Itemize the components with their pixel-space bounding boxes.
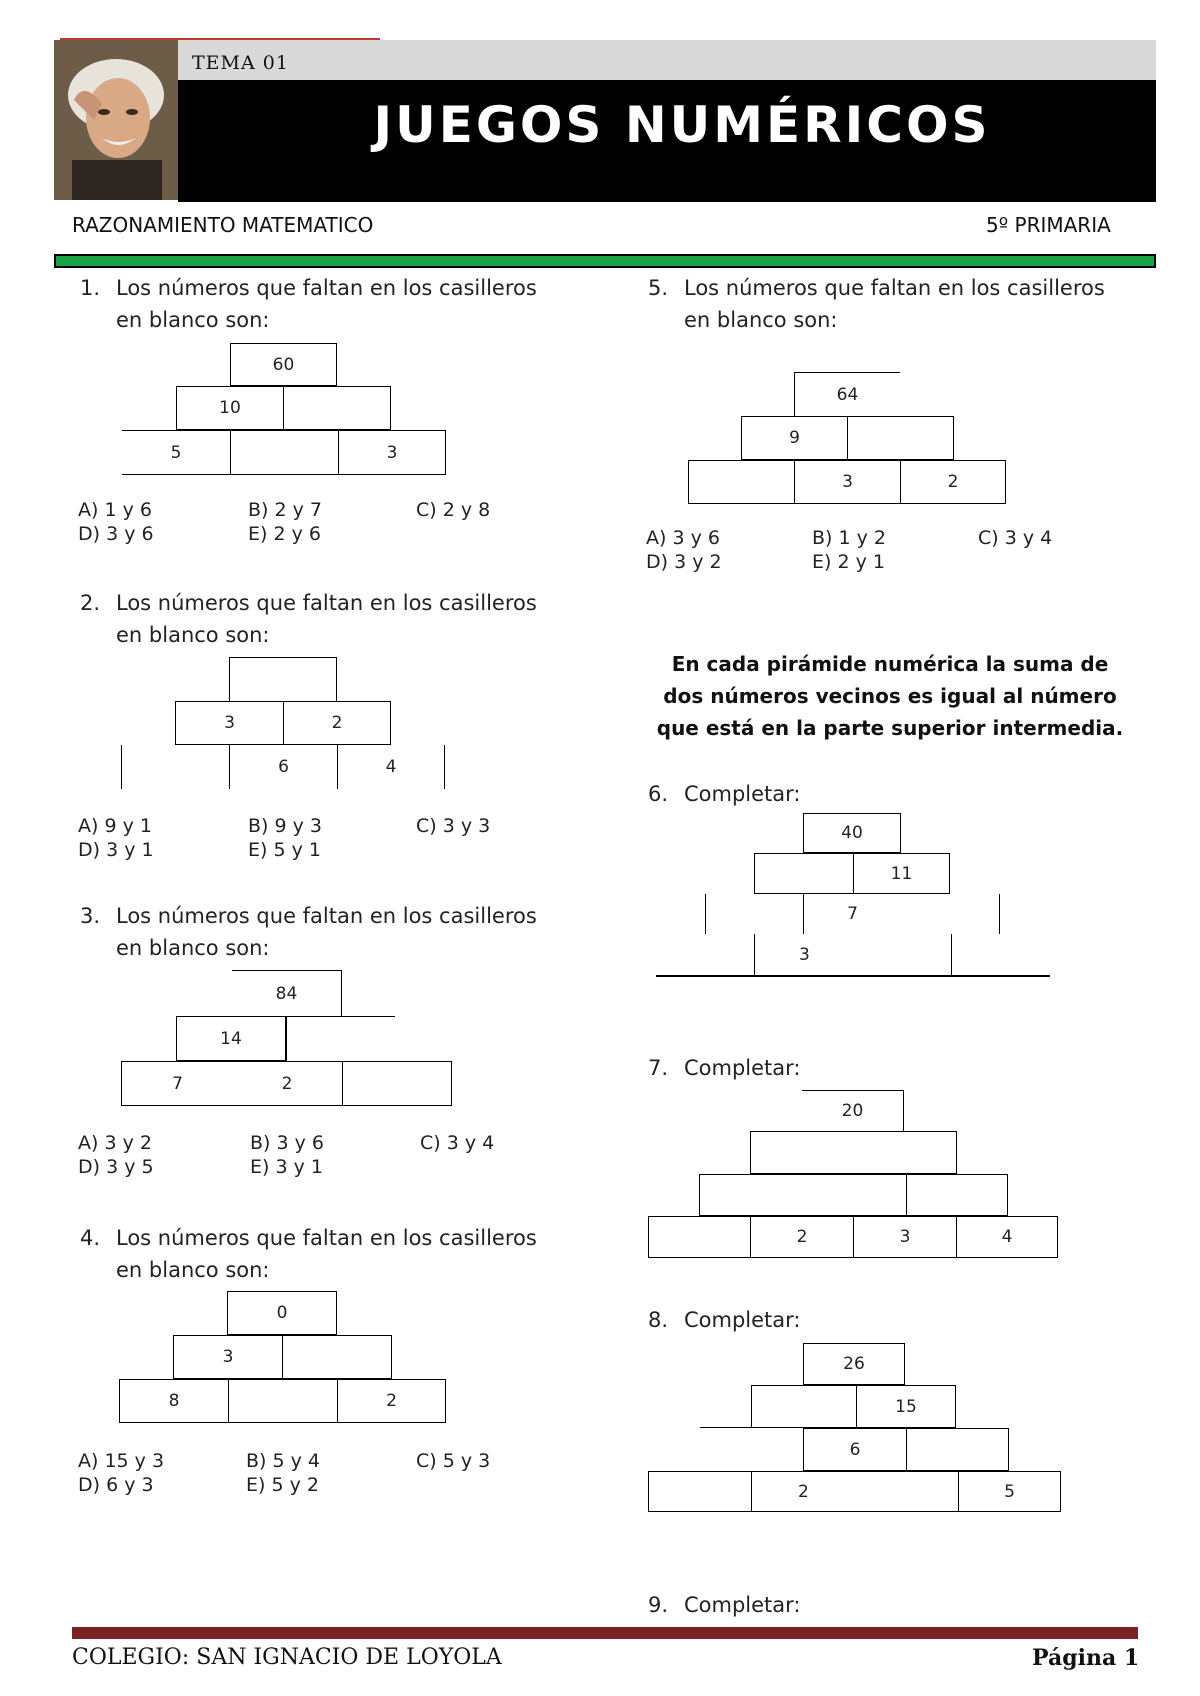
pyramid-cell-blank[interactable] [750, 1131, 957, 1174]
pyramid-cell-blank[interactable] [699, 1174, 907, 1216]
footer-divider [72, 1627, 1138, 1639]
question-4 [80, 1222, 620, 1286]
pyramid-cell-blank[interactable] [228, 1379, 338, 1423]
pyramid-cell[interactable]: 14 [176, 1016, 287, 1061]
question-number: 8. [648, 1308, 669, 1332]
option[interactable]: C) 3 y 3 [416, 815, 491, 837]
option[interactable]: A) 9 y 1 [78, 815, 152, 837]
completar-label: Completar: [684, 1056, 801, 1080]
question-text-line2: en blanco son: [116, 308, 270, 332]
question-number: 3. [80, 904, 101, 928]
option[interactable]: D) 3 y 6 [78, 523, 154, 545]
pyramid-cell-blank[interactable] [901, 894, 1000, 934]
question-text-line1: Los números que faltan en los casilleros [116, 1226, 537, 1250]
option[interactable]: D) 3 y 5 [78, 1156, 154, 1178]
pyramid-cell-blank[interactable] [230, 430, 339, 475]
pyramid-cell-blank[interactable] [342, 1061, 452, 1106]
pyramid-cell[interactable]: 3 [754, 934, 952, 976]
pyramid-cell[interactable]: 7 [121, 1061, 233, 1106]
instruction-note [640, 648, 1140, 744]
pyramid-cell[interactable]: 2 [751, 1471, 959, 1512]
pyramid-cell[interactable]: 3 [173, 1335, 283, 1379]
pyramid-cell[interactable]: 10 [176, 386, 284, 430]
option[interactable]: E) 2 y 6 [248, 523, 321, 545]
question-1 [80, 272, 620, 336]
completar-6 [648, 778, 948, 810]
answer-options-1 [78, 498, 538, 548]
page-number: Página 1 [1032, 1645, 1140, 1671]
subject-label: RAZONAMIENTO MATEMATICO [72, 213, 374, 237]
pyramid-cell[interactable]: 4 [956, 1216, 1058, 1258]
pyramid-cell[interactable]: 6 [803, 1428, 907, 1471]
pyramid-cell[interactable]: 9 [741, 416, 848, 460]
completar-label: Completar: [684, 782, 801, 806]
option[interactable]: B) 9 y 3 [248, 815, 322, 837]
pyramid-cell[interactable]: 60 [230, 343, 337, 386]
option[interactable]: B) 1 y 2 [812, 527, 886, 549]
pyramid-cell[interactable]: 2 [232, 1061, 343, 1106]
option[interactable]: C) 2 y 8 [416, 499, 491, 521]
answer-options-2 [78, 814, 538, 864]
pyramid-cell-blank[interactable] [847, 416, 954, 460]
note-line: En cada pirámide numérica la suma de [671, 652, 1109, 676]
pyramid-cell[interactable]: 15 [856, 1385, 956, 1428]
pyramid-cell-blank[interactable] [751, 1385, 857, 1428]
pyramid-cell[interactable]: 3 [175, 701, 284, 745]
pyramid-cell[interactable]: 2 [750, 1216, 854, 1258]
pyramid-cell-blank[interactable] [282, 1335, 392, 1379]
option[interactable]: E) 2 y 1 [812, 551, 885, 573]
pyramid-base-line [656, 975, 1050, 977]
option[interactable]: C) 3 y 4 [420, 1132, 495, 1154]
option[interactable]: E) 5 y 1 [248, 839, 321, 861]
pyramid-cell[interactable]: 6 [229, 745, 338, 789]
pyramid-cell-blank[interactable] [283, 386, 391, 430]
pyramid-cell[interactable]: 2 [283, 701, 391, 745]
completar-7 [648, 1052, 948, 1084]
pyramid-cell[interactable]: 3 [338, 430, 446, 475]
pyramid-cell-blank[interactable] [688, 460, 795, 504]
note-line: dos números vecinos es igual al número [663, 684, 1117, 708]
option[interactable]: D) 3 y 1 [78, 839, 154, 861]
pyramid-cell-blank[interactable] [906, 1428, 1009, 1471]
question-text-line2: en blanco son: [116, 1258, 270, 1282]
pyramid-edge [287, 1016, 395, 1017]
pyramid-edge [700, 1427, 804, 1428]
option[interactable]: A) 1 y 6 [78, 499, 152, 521]
answer-options-5 [646, 526, 1106, 576]
option[interactable]: B) 2 y 7 [248, 499, 322, 521]
pyramid-cell[interactable]: 26 [803, 1343, 905, 1385]
pyramid-cell[interactable]: 7 [803, 894, 902, 934]
option[interactable]: E) 5 y 2 [246, 1474, 319, 1496]
option[interactable]: E) 3 y 1 [250, 1156, 323, 1178]
pyramid-cell-blank[interactable] [648, 1216, 751, 1258]
question-text-line1: Los números que faltan en los casilleros [684, 276, 1105, 300]
tema-label: TEMA 01 [192, 52, 289, 74]
pyramid-cell[interactable]: 40 [803, 813, 901, 853]
tema-bar [178, 40, 1156, 80]
option[interactable]: A) 3 y 2 [78, 1132, 152, 1154]
question-text-line2: en blanco son: [116, 623, 270, 647]
school-name: COLEGIO: SAN IGNACIO DE LOYOLA [72, 1645, 502, 1670]
option[interactable]: D) 3 y 2 [646, 551, 722, 573]
pyramid-cell[interactable]: 5 [122, 430, 231, 475]
option[interactable]: A) 3 y 6 [646, 527, 720, 549]
completar-label: Completar: [684, 1593, 801, 1617]
question-number: 9. [648, 1593, 669, 1617]
option[interactable]: C) 3 y 4 [978, 527, 1053, 549]
pyramid-cell[interactable]: 2 [337, 1379, 446, 1423]
green-divider [54, 254, 1156, 268]
completar-8 [648, 1304, 948, 1336]
option[interactable]: C) 5 y 3 [416, 1450, 491, 1472]
question-5 [648, 272, 1168, 336]
pyramid-cell[interactable]: 11 [853, 853, 950, 894]
pyramid-cell[interactable]: 5 [958, 1471, 1061, 1512]
question-text-line1: Los números que faltan en los casilleros [116, 591, 537, 615]
pyramid-cell-blank[interactable] [229, 657, 337, 701]
pyramid-cell[interactable]: 2 [900, 460, 1006, 504]
question-number: 6. [648, 782, 669, 806]
pyramid-cell-blank[interactable] [906, 1174, 1008, 1216]
pyramid-cell[interactable]: 4 [337, 745, 445, 789]
option[interactable]: B) 5 y 4 [246, 1450, 320, 1472]
pyramid-cell[interactable]: 8 [119, 1379, 229, 1423]
pyramid-cell-blank[interactable] [648, 1471, 752, 1512]
question-text-line2: en blanco son: [684, 308, 838, 332]
question-number: 7. [648, 1056, 669, 1080]
option[interactable]: A) 15 y 3 [78, 1450, 165, 1472]
option[interactable]: B) 3 y 6 [250, 1132, 324, 1154]
question-number: 2. [80, 591, 101, 615]
note-line: que está en la parte superior intermedia. [656, 716, 1124, 740]
pyramid-cell[interactable]: 64 [794, 372, 900, 416]
pyramid-cell[interactable]: 3 [794, 460, 901, 504]
pyramid-cell[interactable]: 20 [802, 1090, 904, 1131]
pyramid-cell[interactable]: 0 [227, 1291, 337, 1335]
option[interactable]: D) 6 y 3 [78, 1474, 154, 1496]
question-3 [80, 900, 620, 964]
question-number: 5. [648, 276, 669, 300]
pyramid-cell-blank[interactable] [754, 853, 854, 894]
answer-options-3 [78, 1131, 538, 1181]
question-number: 4. [80, 1226, 101, 1250]
question-2 [80, 587, 620, 651]
page-title: JUEGOS NUMÉRICOS [373, 96, 991, 154]
pyramid-cell[interactable]: 3 [853, 1216, 957, 1258]
answer-options-4 [78, 1449, 538, 1499]
completar-label: Completar: [684, 1308, 801, 1332]
question-text-line1: Los números que faltan en los casilleros [116, 904, 537, 928]
einstein-portrait [54, 40, 178, 200]
pyramid-cell[interactable]: 84 [232, 970, 342, 1016]
grade-label: 5º PRIMARIA [986, 213, 1111, 237]
question-text-line2: en blanco son: [116, 936, 270, 960]
pyramid-cell-blank[interactable] [705, 894, 804, 934]
completar-9 [648, 1589, 948, 1621]
pyramid-cell-blank[interactable] [121, 745, 230, 789]
portrait-image [54, 40, 178, 200]
question-number: 1. [80, 276, 101, 300]
question-text-line1: Los números que faltan en los casilleros [116, 276, 537, 300]
